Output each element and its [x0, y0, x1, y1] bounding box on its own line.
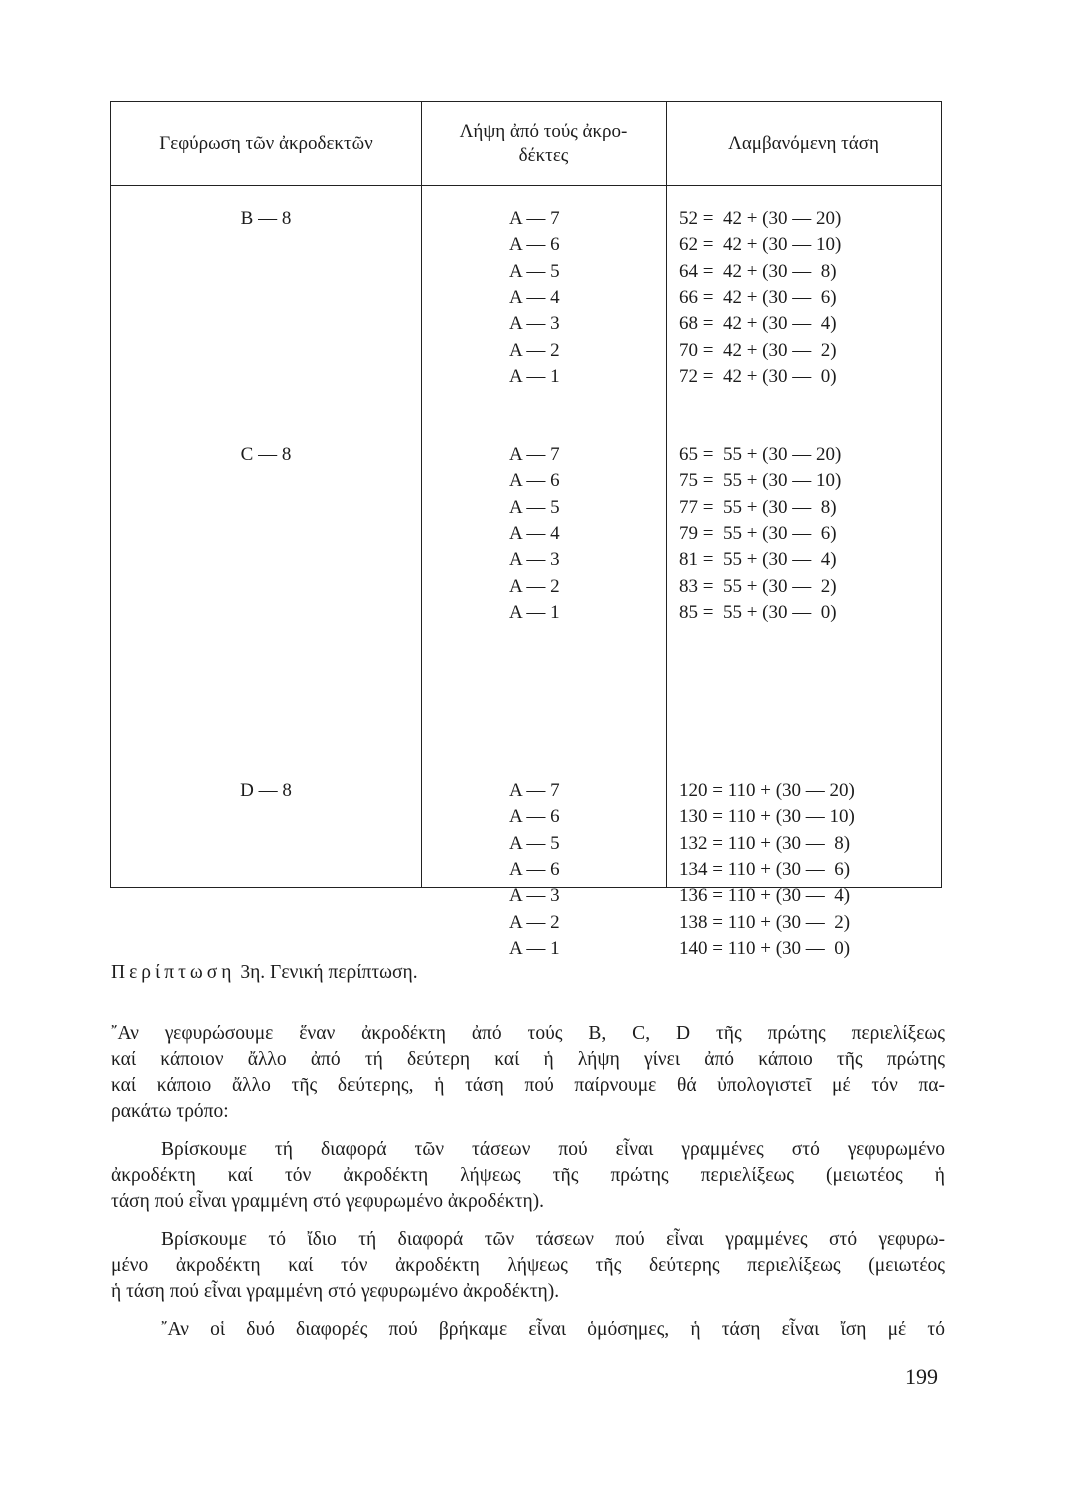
voltage-cell: 65 = 55 + (30 — 20) [679, 444, 842, 465]
pickup-cell: A — 1 [509, 937, 560, 959]
table-row [421, 910, 941, 936]
header-pickup: Λήψη ἀπό τούς ἀκρο- δέκτες [459, 120, 628, 166]
paragraph-line: ῎Αν οἱ δυό διαφορές πού βρήκαμε εἶναι ὁμόσημες, ἡ τάση εἶναι ἴση μέ τό [161, 1319, 945, 1340]
case-label: Περίπτωση [111, 962, 236, 983]
table-row [421, 495, 941, 521]
pickup-cell: A — 6 [509, 806, 560, 828]
voltage-cell: 68 = 42 + (30 — 4) [679, 313, 837, 335]
voltage-cell: 140 = 110 + (30 — 0) [679, 937, 851, 959]
pickup-cell: A — 6 [509, 470, 560, 492]
table-row [421, 468, 941, 494]
pickup-cell: A — 6 [509, 858, 560, 880]
paragraph-line: ἀκροδέκτη καί τόν ἀκροδέκτη λήψεως τῆς πρώτης περιελίξεως (μειωτέος ἡ [111, 1165, 945, 1186]
pickup-cell: A — 1 [509, 601, 560, 623]
table-row [421, 804, 941, 830]
voltage-cell: 83 = 55 + (30 — 2) [679, 575, 837, 597]
voltage-cell: 120 = 110 + (30 — 20) [679, 780, 855, 801]
voltage-table [110, 101, 942, 959]
bridge-label: D — 8 [240, 780, 292, 801]
pickup-cell: A — 3 [509, 885, 560, 907]
table-row [421, 442, 941, 468]
pickup-cell: A — 3 [509, 549, 560, 571]
table-row [421, 206, 941, 232]
table-frame [110, 101, 942, 959]
paragraph-line: ῎Αν γεφυρώσουμε ἕναν ἀκροδέκτη ἀπό τούς B, C, D τῆς πρώτης περιελίξεως [111, 1023, 945, 1044]
bridge-label: C — 8 [240, 444, 292, 465]
table-row [421, 547, 941, 573]
table-row [421, 259, 941, 285]
bridge-label: B — 8 [240, 208, 292, 229]
voltage-cell: 138 = 110 + (30 — 2) [679, 911, 851, 933]
table-row [421, 600, 941, 626]
table-row [421, 883, 941, 909]
paragraph-line: Βρίσκουμε τή διαφορά τῶν τάσεων πού εἶναι γραμμένες στό γεφυρωμένο [161, 1139, 945, 1160]
voltage-cell: 75 = 55 + (30 — 10) [679, 470, 842, 492]
voltage-cell: 52 = 42 + (30 — 20) [679, 208, 842, 229]
page-number: 199 [905, 1364, 938, 1389]
case-title-rest: 3η. Γενική περίπτωση. [235, 962, 418, 983]
voltage-cell: 130 = 110 + (30 — 10) [679, 806, 855, 828]
pickup-cell: A — 2 [509, 339, 560, 361]
case-heading [111, 960, 945, 986]
table-row [421, 364, 941, 390]
pickup-cell: A — 5 [509, 260, 560, 282]
voltage-cell: 79 = 55 + (30 — 6) [679, 522, 837, 544]
table-row [421, 574, 941, 600]
table-row [421, 936, 941, 962]
voltage-cell: 77 = 55 + (30 — 8) [679, 496, 837, 518]
voltage-cell: 66 = 42 + (30 — 6) [679, 286, 837, 308]
pickup-cell: A — 5 [509, 832, 560, 854]
header-divider [111, 185, 941, 186]
table-row [421, 285, 941, 311]
table-row [421, 857, 941, 883]
paragraph-line: ρακάτω τρόπο: [111, 1101, 229, 1122]
header-voltage: Λαμβανόμενη τάση [728, 132, 879, 154]
voltage-cell: 134 = 110 + (30 — 6) [679, 858, 851, 880]
paragraph-line: Βρίσκουμε τό ἴδιο τή διαφορά τῶν τάσεων πού εἶναι γραμμένες στό γεφυρω- [161, 1229, 945, 1250]
pickup-cell: A — 7 [509, 208, 560, 229]
pickup-cell: A — 5 [509, 496, 560, 518]
table-row [421, 338, 941, 364]
table-row [421, 778, 941, 804]
pickup-cell: A — 2 [509, 911, 560, 933]
pickup-cell: A — 6 [509, 234, 560, 256]
table-row [421, 232, 941, 258]
voltage-cell: 72 = 42 + (30 — 0) [679, 365, 837, 387]
voltage-cell: 70 = 42 + (30 — 2) [679, 339, 837, 361]
voltage-cell: 136 = 110 + (30 — 4) [679, 885, 851, 907]
table-row [421, 521, 941, 547]
pickup-cell: A — 7 [509, 444, 560, 465]
paragraph-line: τάση πού εἶναι γραμμένη στό γεφυρωμένο ἀκροδέκτη). [111, 1191, 545, 1212]
table-row [421, 831, 941, 857]
header-bridging: Γεφύρωση τῶν ἀκροδεκτῶν [159, 132, 373, 154]
voltage-cell: 85 = 55 + (30 — 0) [679, 601, 837, 623]
pickup-cell: A — 3 [509, 313, 560, 335]
paragraph-line: καί κάποιο ἄλλο τῆς δεύτερης, ἡ τάση πού παίρνουμε θά ὑπολογιστεῖ μέ τόν πα- [111, 1075, 945, 1096]
voltage-cell: 62 = 42 + (30 — 10) [679, 234, 842, 256]
voltage-cell: 64 = 42 + (30 — 8) [679, 260, 837, 282]
pickup-cell: A — 4 [509, 286, 560, 308]
pickup-cell: A — 7 [509, 780, 560, 801]
pickup-cell: A — 2 [509, 575, 560, 597]
pickup-cell: A — 1 [509, 365, 560, 387]
table-row [421, 311, 941, 337]
paragraph-line: μένο ἀκροδέκτη καί τόν ἀκροδέκτη λήψεως τῆς δεύτερης περιελίξεως (μειωτέος [111, 1255, 945, 1276]
voltage-cell: 81 = 55 + (30 — 4) [679, 549, 837, 571]
paragraph-line: ἡ τάση πού εἶναι γραμμένη στό γεφυρωμένο ἀκροδέκτη). [111, 1281, 560, 1302]
voltage-cell: 132 = 110 + (30 — 8) [679, 832, 851, 854]
paragraph-line: καί κάποιον ἄλλο ἀπό τή δεύτερη καί ἡ λήψη γίνει ἀπό κάποιο τῆς πρώτης [111, 1049, 945, 1070]
pickup-cell: A — 4 [509, 522, 560, 544]
